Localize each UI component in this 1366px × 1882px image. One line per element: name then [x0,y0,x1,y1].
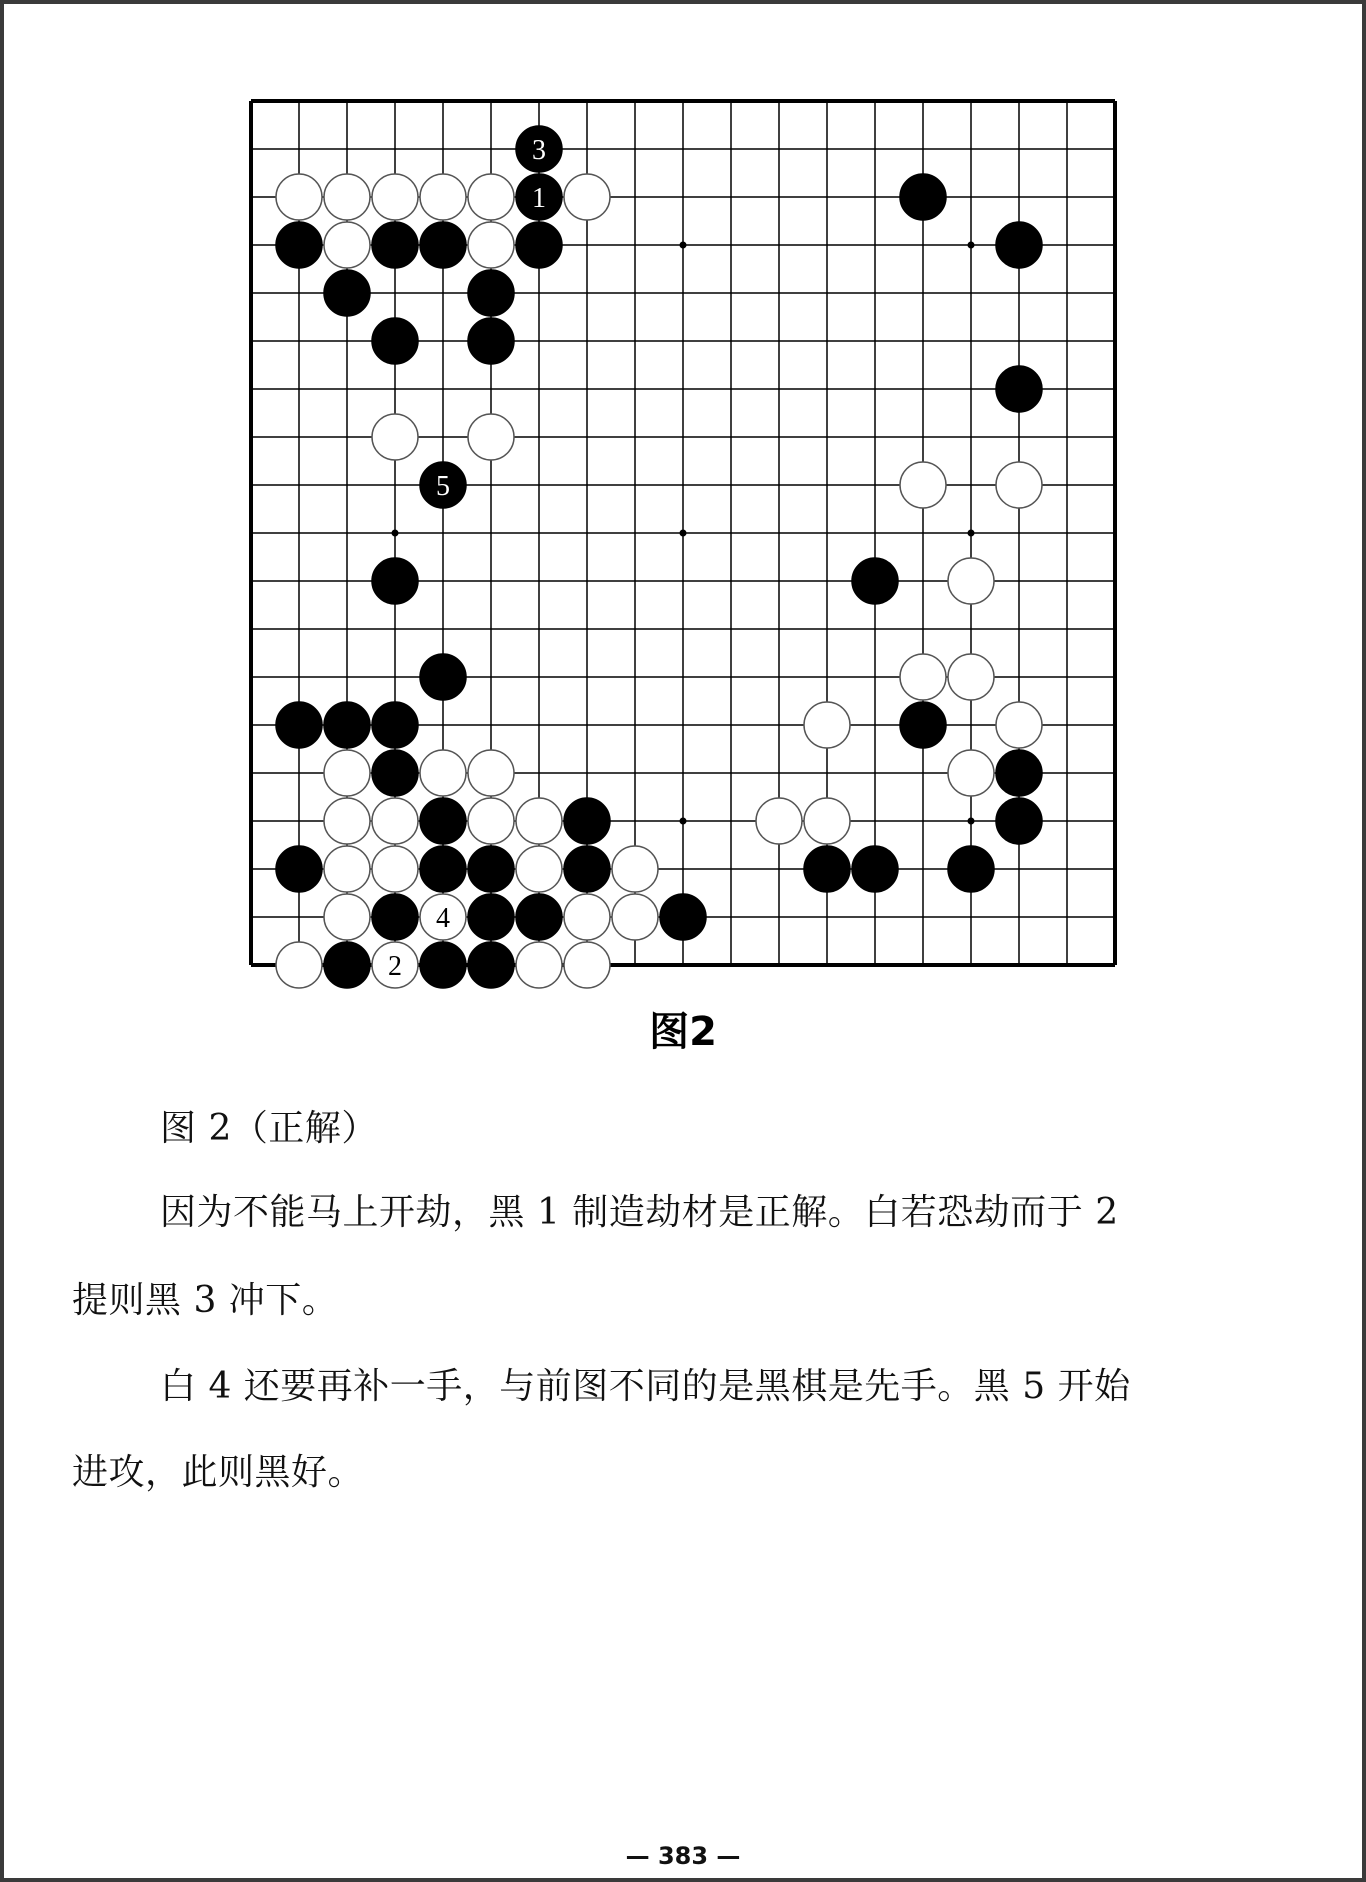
go-board-diagram [225,75,1145,995]
white-stone [804,702,850,748]
star-point [968,818,975,825]
black-stone [516,222,562,268]
white-stone [372,846,418,892]
black-stone [900,702,946,748]
black-stone [420,942,466,988]
black-stone [324,942,370,988]
white-stone [756,798,802,844]
white-stone [804,798,850,844]
page-number: — 383 — [625,1842,741,1870]
black-stone [468,270,514,316]
black-stone [996,366,1042,412]
black-stone [372,894,418,940]
white-stone [564,942,610,988]
black-stone [948,846,994,892]
black-stone [420,798,466,844]
white-stone [900,654,946,700]
black-stone [564,798,610,844]
white-stone [996,702,1042,748]
white-stone [564,894,610,940]
move-number: 4 [436,903,450,934]
black-stone [996,750,1042,796]
black-stone [420,654,466,700]
white-stone [468,750,514,796]
black-stone [516,894,562,940]
white-stone [516,798,562,844]
black-stone [852,558,898,604]
white-stone [420,174,466,220]
black-stone [276,846,322,892]
paragraph-1-line-2: 提则黑 3 冲下。 [72,1280,339,1321]
white-stone [324,174,370,220]
white-stone [900,462,946,508]
white-stone [996,462,1042,508]
black-stone [996,222,1042,268]
black-stone [996,798,1042,844]
move-number: 3 [532,135,546,166]
black-stone [324,702,370,748]
white-stone [612,894,658,940]
black-stone [372,558,418,604]
white-stone [468,174,514,220]
star-point [680,818,687,825]
move-number: 5 [436,471,450,502]
black-stone [468,846,514,892]
white-stone [948,654,994,700]
diagram-caption: 图2 [649,1009,717,1055]
white-stone [948,558,994,604]
move-number: 2 [388,951,402,982]
white-stone [276,942,322,988]
white-stone [372,798,418,844]
star-point [392,530,399,537]
white-stone [324,750,370,796]
black-stone [468,318,514,364]
white-stone [324,798,370,844]
paragraph-1-line-1: 因为不能马上开劫，黑 1 制造劫材是正解。白若恐劫而于 2 [160,1192,1119,1233]
white-stone [276,174,322,220]
white-stone [468,222,514,268]
star-point [680,242,687,249]
black-stone [468,894,514,940]
move-number: 1 [532,183,546,214]
black-stone [420,222,466,268]
black-stone [804,846,850,892]
black-stone [372,318,418,364]
black-stone [276,702,322,748]
white-stone [420,750,466,796]
black-stone [660,894,706,940]
white-stone [324,894,370,940]
star-point [680,530,687,537]
star-point [968,530,975,537]
white-stone [372,414,418,460]
white-stone [948,750,994,796]
black-stone [852,846,898,892]
paragraph-2-line-1: 白 4 还要再补一手，与前图不同的是黑棋是先手。黑 5 开始 [160,1366,1131,1407]
white-stone [516,942,562,988]
black-stone [372,222,418,268]
white-stone [516,846,562,892]
black-stone [324,270,370,316]
black-stone [564,846,610,892]
paragraph-2-line-2: 进攻，此则黑好。 [72,1452,365,1493]
white-stone [468,414,514,460]
star-point [968,242,975,249]
white-stone [564,174,610,220]
black-stone [420,846,466,892]
white-stone [612,846,658,892]
white-stone [324,846,370,892]
white-stone [324,222,370,268]
white-stone [468,798,514,844]
white-stone [372,174,418,220]
black-stone [276,222,322,268]
section-heading: 图 2（正解） [160,1108,378,1149]
black-stone [372,750,418,796]
black-stone [900,174,946,220]
black-stone [468,942,514,988]
black-stone [372,702,418,748]
